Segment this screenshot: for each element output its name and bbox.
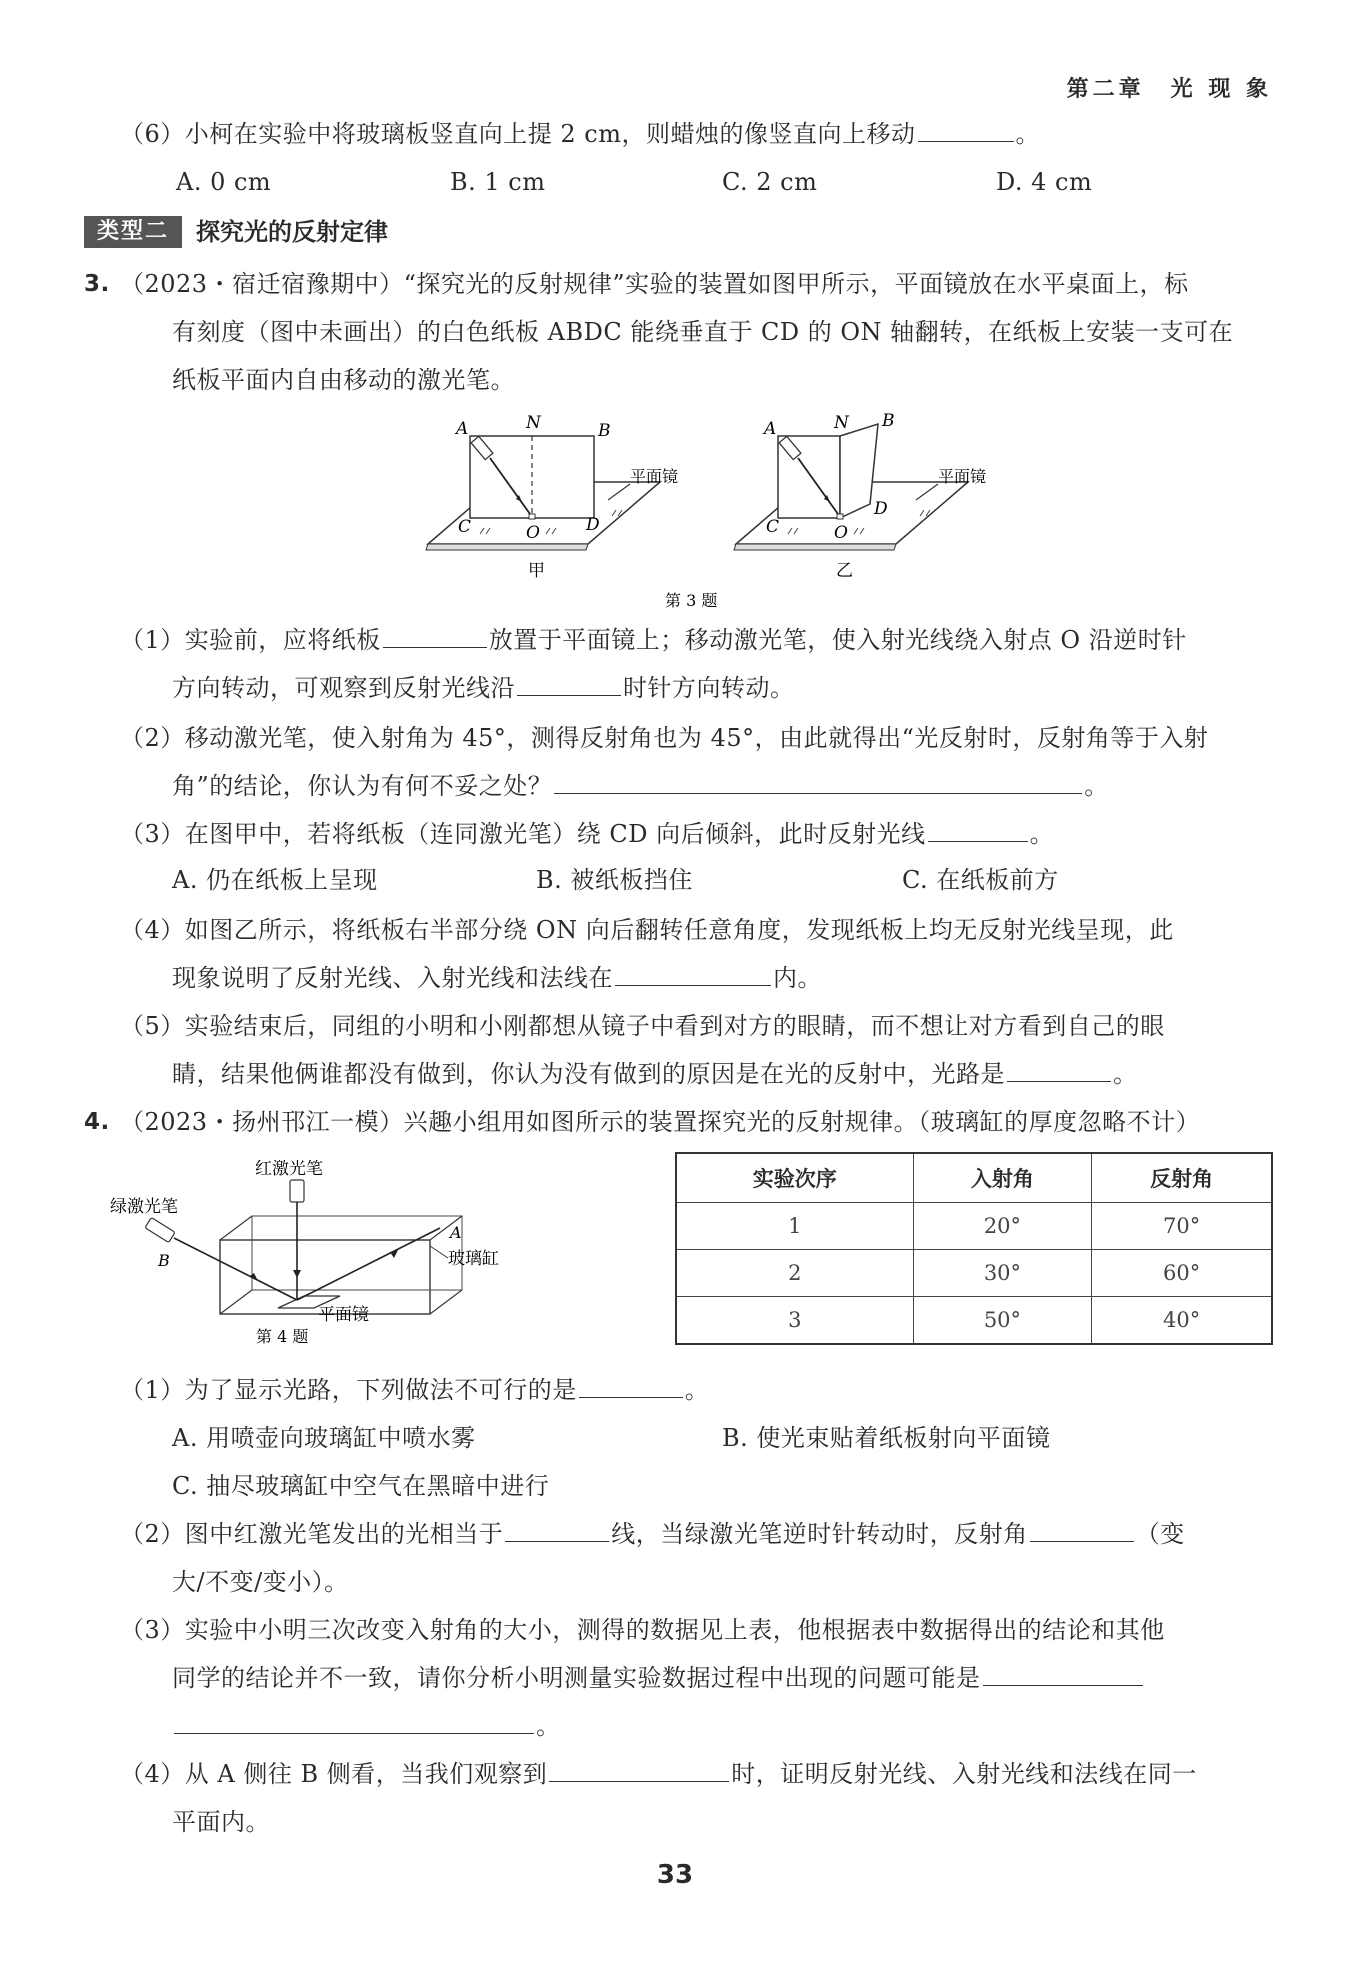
answer-blank[interactable]: [549, 1757, 729, 1782]
q3-part3-option-b[interactable]: B. 被纸板挡住: [536, 866, 693, 894]
table-cell: 2: [676, 1250, 913, 1297]
figure-jia: [426, 413, 678, 581]
q4-intro: （2023・扬州邗江一模）兴趣小组用如图所示的装置探究光的反射规律。（玻璃缸的厚度忽略不计）: [120, 1108, 1201, 1136]
label-c: C: [766, 517, 780, 537]
paper-right-half-folded: [840, 424, 878, 518]
section-badge: 类型二: [84, 216, 182, 248]
q3-figure-caption: 第 3 题: [665, 591, 718, 610]
mirror-label: 平面镜: [318, 1305, 369, 1325]
q3-part5-line1: （5）实验结束后，同组的小明和小刚都想从镜子中看到对方的眼睛，而不想让对方看到自己的眼: [120, 1012, 1165, 1040]
answer-blank[interactable]: [918, 117, 1014, 142]
q4-part1-option-a[interactable]: A. 用喷壶向玻璃缸中喷水雾: [172, 1424, 476, 1452]
q2-6-option-b[interactable]: B. 1 cm: [450, 168, 546, 196]
section-title: 探究光的反射定律: [196, 218, 388, 246]
q3-part4-line1: （4）如图乙所示，将纸板右半部分绕 ON 向后翻转任意角度，发现纸板上均无反射光线呈现，此: [120, 916, 1174, 944]
q3-part3-line1: （3）在图甲中，若将纸板（连同激光笔）绕 CD 向后倾斜，此时反射光线 。: [120, 816, 1054, 852]
q4-number: 4.: [84, 1109, 110, 1135]
answer-blank[interactable]: [983, 1661, 1143, 1686]
answer-blank[interactable]: [1030, 1517, 1134, 1542]
q3-part2-line1: （2）移动激光笔，使入射角为 45°，测得反射角也为 45°，由此就得出“光反射时，反射角等于入射: [120, 724, 1209, 752]
label-a: A: [450, 1223, 462, 1242]
table-cell: 50°: [913, 1297, 1092, 1345]
q4-part1-option-b[interactable]: B. 使光束贴着纸板射向平面镜: [722, 1424, 1051, 1452]
label-jia: 甲: [528, 561, 545, 581]
answer-blank[interactable]: [174, 1709, 534, 1734]
table-cell: 20°: [913, 1203, 1092, 1250]
q3-part4-line2: 现象说明了反射光线、入射光线和法线在 内。: [172, 960, 822, 996]
q3-figure: [420, 404, 990, 614]
table-row: [676, 1297, 1272, 1345]
q3-number: 3.: [84, 271, 110, 297]
q4-part2-line1: （2）图中红激光笔发出的光相当于 线，当绿激光笔逆时针转动时，反射角 （变: [120, 1516, 1185, 1552]
q4-part3-line1: （3）实验中小明三次改变入射角的大小，测得的数据见上表，他根据表中数据得出的结论和其他: [120, 1616, 1165, 1644]
red-laser-label: 红激光笔: [255, 1160, 323, 1179]
red-laser-pen: [290, 1180, 304, 1202]
q4-part3-line3: 。: [172, 1708, 561, 1744]
mirror-edge: [734, 544, 896, 550]
label-o: O: [834, 523, 848, 543]
label-d: D: [586, 515, 600, 535]
green-laser-pen: [145, 1217, 175, 1242]
green-incident-ray: [174, 1238, 297, 1300]
label-a: A: [764, 419, 777, 439]
q3-part3-option-c[interactable]: C. 在纸板前方: [902, 866, 1059, 894]
label-b: B: [882, 411, 895, 431]
point-o-mark: [529, 514, 535, 519]
label-n: N: [526, 413, 541, 433]
q3-part2-line2: 角”的结论，你认为有何不妥之处？ 。: [172, 768, 1109, 804]
answer-blank[interactable]: [383, 623, 487, 648]
q3-part5-line2: 睛，结果他俩谁都没有做到，你认为没有做到的原因是在光的反射中，光路是 。: [172, 1056, 1138, 1092]
label-d: D: [874, 499, 888, 519]
answer-blank[interactable]: [517, 671, 621, 696]
q3-part1-line2: 方向转动，可观察到反射光线沿 时针方向转动。: [172, 670, 795, 706]
label-b: B: [598, 421, 611, 441]
table-header-row: [676, 1153, 1272, 1203]
table-cell: 40°: [1092, 1297, 1272, 1345]
mirror-edge: [426, 544, 588, 550]
chapter-header: 第二章 光 现 象: [1066, 77, 1272, 102]
q3-intro-line3: 纸板平面内自由移动的激光笔。: [172, 366, 515, 394]
table-header: 入射角: [913, 1153, 1092, 1203]
answer-blank[interactable]: [505, 1517, 609, 1542]
tank-label: 玻璃缸: [448, 1249, 499, 1269]
answer-blank[interactable]: [928, 817, 1028, 842]
q2-6-stem: （6）小柯在实验中将玻璃板竖直向上提 2 cm，则蜡烛的像竖直向上移动 。: [120, 116, 1040, 152]
q2-6-option-c[interactable]: C. 2 cm: [722, 168, 818, 196]
table-row: [676, 1250, 1272, 1297]
q4-part2-line2: 大/不变/变小）。: [172, 1568, 349, 1596]
table-header: 实验次序: [676, 1153, 913, 1203]
q4-part1-option-c[interactable]: C. 抽尽玻璃缸中空气在黑暗中进行: [172, 1472, 550, 1500]
q4-part4-line2: 平面内。: [172, 1808, 270, 1836]
label-b: B: [158, 1251, 170, 1270]
answer-blank[interactable]: [615, 961, 771, 986]
table-cell: 3: [676, 1297, 913, 1345]
mirror-label: 平面镜: [938, 467, 987, 486]
table-cell: 30°: [913, 1250, 1092, 1297]
q4-part3-line2: 同学的结论并不一致，请你分析小明测量实验数据过程中出现的问题可能是: [172, 1660, 1145, 1696]
table-cell: 60°: [1092, 1250, 1272, 1297]
answer-blank[interactable]: [579, 1373, 683, 1398]
q4-data-table: [675, 1152, 1273, 1345]
page-number: 33: [656, 1860, 694, 1890]
answer-blank[interactable]: [554, 769, 1082, 794]
q3-part1-line1: （1）实验前，应将纸板 放置于平面镜上；移动激光笔，使入射光线绕入射点 O 沿逆时针: [120, 622, 1187, 658]
label-yi: 乙: [836, 561, 853, 581]
table-cell: 1: [676, 1203, 913, 1250]
q3-intro-line1: （2023・宿迁宿豫期中）“探究光的反射规律”实验的装置如图甲所示，平面镜放在水平桌面上，标: [120, 270, 1189, 298]
q2-6-option-a[interactable]: A. 0 cm: [176, 168, 272, 196]
label-n: N: [834, 413, 849, 433]
q4-part1-line1: （1）为了显示光路，下列做法不可行的是 。: [120, 1372, 709, 1408]
q4-figure: [110, 1160, 530, 1350]
table-cell: 70°: [1092, 1203, 1272, 1250]
mirror-label-line: [916, 484, 938, 500]
q2-6-option-d[interactable]: D. 4 cm: [996, 168, 1093, 196]
reflected-ray: [297, 1228, 440, 1300]
mirror-label-line: [608, 484, 630, 500]
label-o: O: [526, 523, 540, 543]
table-row: [676, 1203, 1272, 1250]
point-o-mark: [837, 514, 843, 519]
q3-part3-option-a[interactable]: A. 仍在纸板上呈现: [172, 866, 378, 894]
q3-intro-line2: 有刻度（图中未画出）的白色纸板 ABDC 能绕垂直于 CD 的 ON 轴翻转，在纸板上安装一支可在: [172, 318, 1234, 346]
mirror-label: 平面镜: [630, 467, 679, 486]
label-a: A: [456, 419, 469, 439]
answer-blank[interactable]: [1007, 1057, 1111, 1082]
table-header: 反射角: [1092, 1153, 1272, 1203]
figure-yi: [734, 411, 986, 581]
label-c: C: [458, 517, 472, 537]
q4-figure-caption: 第 4 题: [256, 1327, 309, 1346]
green-laser-label: 绿激光笔: [110, 1197, 178, 1217]
q4-part4-line1: （4）从 A 侧往 B 侧看，当我们观察到 时，证明反射光线、入射光线和法线在同一: [120, 1756, 1197, 1792]
